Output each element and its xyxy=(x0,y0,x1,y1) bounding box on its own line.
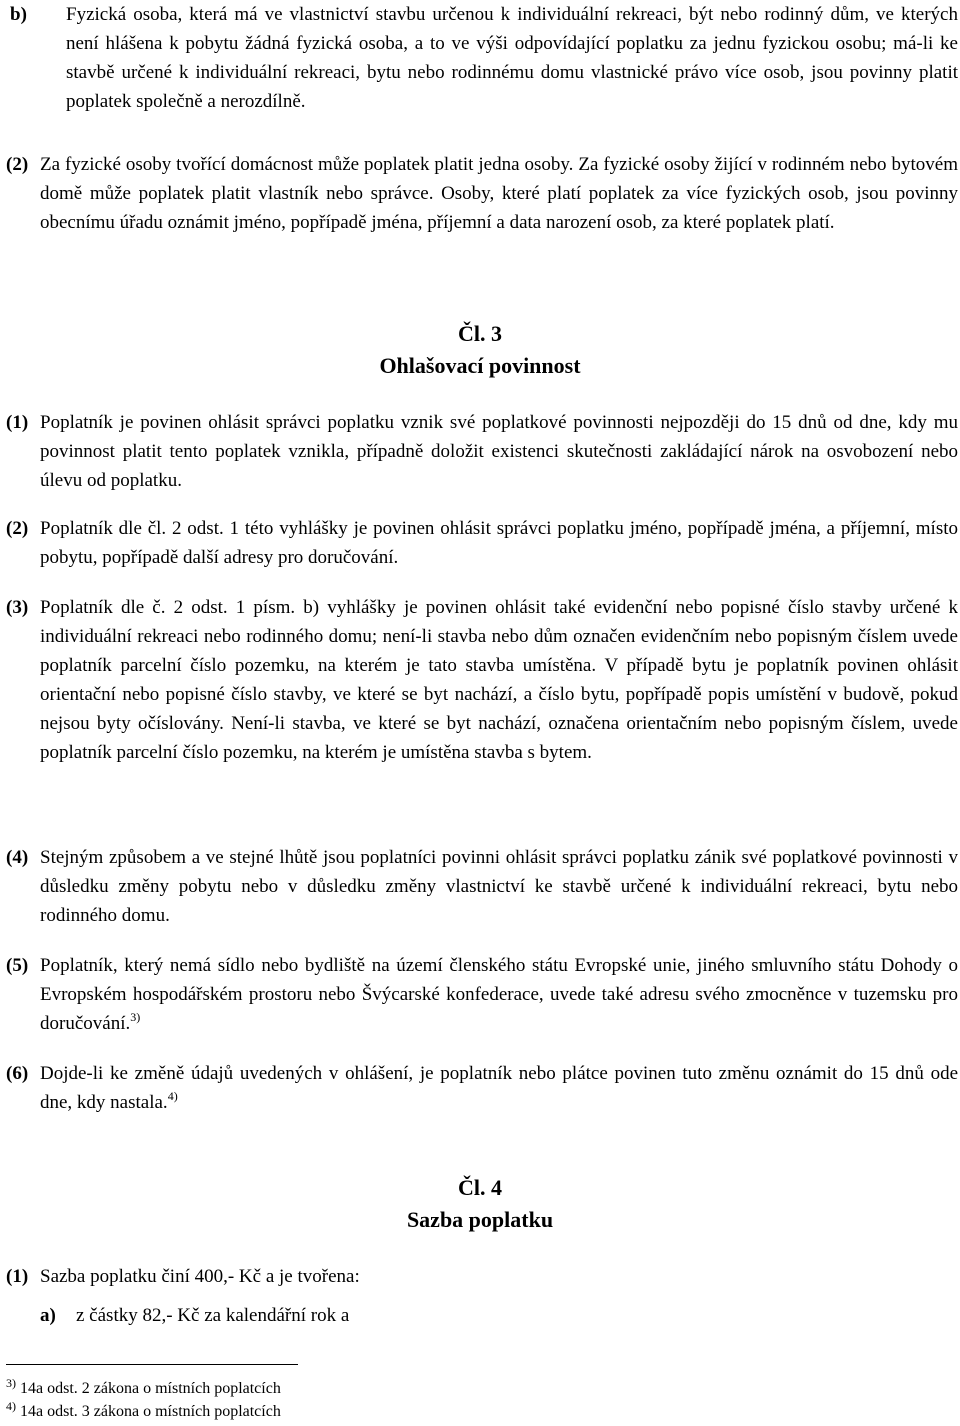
item-number-b: b) xyxy=(10,4,27,25)
footnote-separator xyxy=(6,1364,298,1365)
item-number: (1) xyxy=(6,412,29,433)
item-number: (4) xyxy=(6,847,29,868)
sub-item-number: a) xyxy=(40,1305,56,1326)
item-number: (1) xyxy=(6,1266,29,1287)
footnote-mark: 3) xyxy=(6,1376,16,1390)
article-4-title: Sazba poplatku xyxy=(406,1207,554,1232)
footnote-ref: 3) xyxy=(130,1010,141,1024)
art3-item-6 xyxy=(40,1059,958,1117)
art3-item-3: Poplatník dle č. 2 odst. 1 písm. b) vyhlášky je povinen ohlásit také evidenční nebo popisné číslo stavby určené k individuální rekreaci nebo rodinného domu; není-li stavba nebo dům označen evidenčním nebo popisným číslem uvede poplatník parcelní číslo pozemku, na kterém je tato stavba umístěna. V případě bytu je poplatník povinen ohlásit orientační nebo popisné číslo stavby, ve které se byt nachází, a číslo bytu, popřípadě popis umístění v budově, pokud nejsou byty očíslovány. Není-li stavba, ve které se byt nachází, označena orientačním nebo popisným číslem, uvede poplatník parcelní číslo pozemku, na kterém je umístěna stavba s bytem. xyxy=(40,597,958,763)
art3-item-5-text: Poplatník, který nemá sídlo nebo bydliště na území členského státu Evropské unie, jiného smluvního státu Dohody o Evropském hospodářském prostoru nebo Švýcarské konfederace, uvede také adresu svého zmocněnce v tuzemsku pro doručování. xyxy=(40,955,958,1034)
article-4-number: Čl. 4 xyxy=(458,1175,502,1200)
art4-sub-item-a: z částky 82,- Kč za kalendářní rok a xyxy=(76,1305,350,1326)
paragraph-2: Za fyzické osoby tvořící domácnost může poplatek platit jedna osoby. Za fyzické osoby žijící v rodinném nebo bytovém domě může poplatek platit vlastník nebo správce. Osoby, které platí poplatek za více fyzických osob, jsou povinny obecnímu úřadu oznámit jméno, popřípadě jména, příjemní a data narození osob, za které poplatek platí. xyxy=(40,154,958,233)
footnote-4 xyxy=(6,1401,281,1423)
item-number: (3) xyxy=(6,597,29,618)
art3-item-4: Stejným způsobem a ve stejné lhůtě jsou poplatníci povinni ohlásit správci poplatku zánik své poplatkové povinnosti v důsledku změny pobytu nebo v důsledku změny vlastnictví ke stavbě určené k individuální rekreaci, bytu nebo rodinného domu. xyxy=(40,847,958,926)
art4-item-1: Sazba poplatku činí 400,- Kč a je tvořena: xyxy=(40,1266,360,1287)
item-number: (2) xyxy=(6,154,29,175)
footnote-3 xyxy=(6,1378,281,1400)
item-number: (2) xyxy=(6,518,29,539)
art3-item-6-text: Dojde-li ke změně údajů uvedených v ohlášení, je poplatník nebo plátce povinen tuto změnu oznámit do 15 dnů ode dne, kdy nastala. xyxy=(40,1063,958,1113)
footnote-ref: 4) xyxy=(167,1089,178,1103)
art3-item-5 xyxy=(40,951,958,1038)
article-3-number: Čl. 3 xyxy=(458,321,502,346)
article-3-title: Ohlašovací povinnost xyxy=(379,353,581,378)
paragraph-b: Fyzická osoba, která má ve vlastnictví stavbu určenou k individuální rekreaci, být nebo rodinný dům, ve kterých není hlášena k pobytu žádná fyzická osoba, a to ve výši odpovídající poplatku za jednu fyzickou osobu; má-li ke stavbě určené k individuální rekreaci, bytu nebo rodinnému domu vlastnické právo více osob, jsou povinny platit poplatek společně a nerozdílně. xyxy=(66,4,958,112)
item-number: (5) xyxy=(6,955,29,976)
art3-item-2: Poplatník dle čl. 2 odst. 1 této vyhlášky je povinen ohlásit správci poplatku jméno, popřípadě jména, a příjemní, místo pobytu, popřípadě další adresy pro doručování. xyxy=(40,518,958,568)
footnote-text: 14a odst. 3 zákona o místních poplatcích xyxy=(20,1403,281,1420)
footnote-mark: 4) xyxy=(6,1399,16,1413)
item-number: (6) xyxy=(6,1063,29,1084)
art3-item-1: Poplatník je povinen ohlásit správci poplatku vznik své poplatkové povinnosti nejpozději do 15 dnů od dne, kdy mu povinnost platit tento poplatek vznikla, případně doložit existenci skutečnosti zakládající nárok na osvobození nebo úlevu od poplatku. xyxy=(40,412,958,491)
footnote-text: 14a odst. 2 zákona o místních poplatcích xyxy=(20,1380,281,1397)
